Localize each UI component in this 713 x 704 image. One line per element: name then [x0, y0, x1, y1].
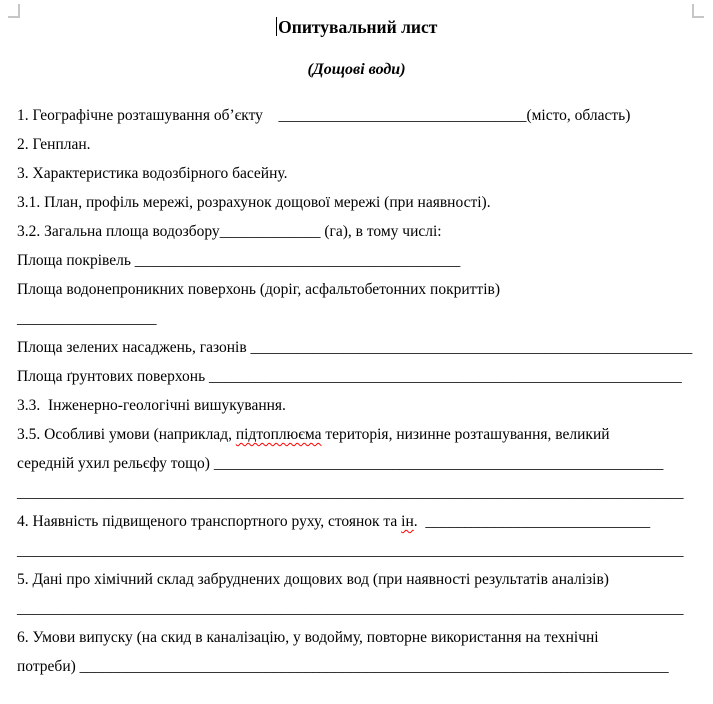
misspelled-word: ін	[401, 513, 414, 530]
text-run: Площа покрівель	[17, 252, 135, 269]
fill-in-blank[interactable]: __________________________________________	[134, 252, 461, 269]
text-boundary-corner-mark-top-right	[692, 4, 704, 18]
document-line	[17, 188, 693, 217]
fill-in-blank[interactable]: _____________________________	[425, 513, 651, 530]
text-run: 3.5. Особливі умови (наприклад,	[17, 426, 236, 443]
text-run: 4. Наявність підвищеного транспортного руху, стоянок та	[17, 513, 402, 530]
document-line	[17, 246, 693, 275]
document-line	[17, 217, 693, 246]
document-line	[17, 449, 693, 478]
document-line	[17, 159, 693, 188]
document-line	[17, 507, 693, 536]
document-body[interactable]	[17, 101, 693, 681]
fill-in-blank[interactable]: ________________________________	[278, 107, 527, 124]
text-run: територія, низинне розташування, великий	[321, 426, 610, 443]
fill-in-blank[interactable]: ______________________________________________________________________________________	[17, 542, 684, 559]
text-run: 2. Генплан.	[17, 136, 91, 153]
text-boundary-corner-mark-top-left	[8, 4, 20, 18]
fill-in-blank[interactable]: _____________	[219, 223, 321, 240]
fill-in-blank[interactable]: _________________________________________________________	[250, 339, 693, 356]
document-line	[17, 623, 693, 652]
document-line	[17, 130, 693, 159]
text-run: потреби)	[17, 658, 80, 675]
document-line	[17, 594, 693, 623]
document-line	[17, 362, 693, 391]
fill-in-blank[interactable]: __________________________________________________________	[213, 455, 664, 472]
text-run: (місто, область)	[526, 107, 631, 124]
fill-in-blank[interactable]: ______________________________________________________________________________________	[17, 484, 684, 501]
text-run: .	[413, 513, 426, 530]
fill-in-blank[interactable]: ____________________________________________________________________________	[79, 658, 669, 675]
document-line	[17, 391, 693, 420]
text-run: Площа зелених насаджень, газонів	[17, 339, 251, 356]
document-line	[17, 652, 693, 681]
document-line	[17, 420, 693, 449]
fill-in-blank[interactable]: __________________	[17, 310, 157, 327]
fill-in-blank[interactable]: _____________________________________________________________	[209, 368, 682, 385]
text-run: (га), в тому числі:	[320, 223, 442, 240]
text-run: середній ухил рельєфу тощо)	[17, 455, 214, 472]
text-run: 1. Географічне розташування об’єкту	[17, 107, 279, 124]
fill-in-blank[interactable]: ______________________________________________________________________________________	[17, 600, 684, 617]
document-line	[17, 333, 693, 362]
document-line	[17, 565, 693, 594]
misspelled-word: підтоплюєма	[235, 426, 322, 443]
text-run: 6. Умови випуску (на скид в каналізацію, у водойму, повторне використання на технічні	[17, 629, 599, 646]
document-line	[17, 478, 693, 507]
text-run: 5. Дані про хімічний склад забруднених дощових вод (при наявності результатів аналізів)	[17, 571, 609, 588]
document-title: Опитувальний лист	[278, 17, 438, 37]
text-run: Площа ґрунтових поверхонь	[17, 368, 210, 385]
document-line	[17, 101, 693, 130]
document-line	[17, 304, 693, 333]
text-run: 3.1. План, профіль мережі, розрахунок дощової мережі (при наявності).	[17, 194, 491, 211]
text-cursor-caret	[276, 17, 278, 36]
text-run: 3.3. Інженерно-геологічні вишукування.	[17, 397, 286, 414]
document-title-row	[0, 14, 713, 40]
text-run: Площа водонепроникних поверхонь (доріг, асфальтобетонних покриттів)	[17, 281, 500, 298]
text-run: 3. Характеристика водозбірного басейну.	[17, 165, 288, 182]
document-subtitle: (Дощові води)	[307, 61, 406, 78]
text-run: 3.2. Загальна площа водозбору	[17, 223, 220, 240]
document-line	[17, 275, 693, 304]
document-line	[17, 536, 693, 565]
